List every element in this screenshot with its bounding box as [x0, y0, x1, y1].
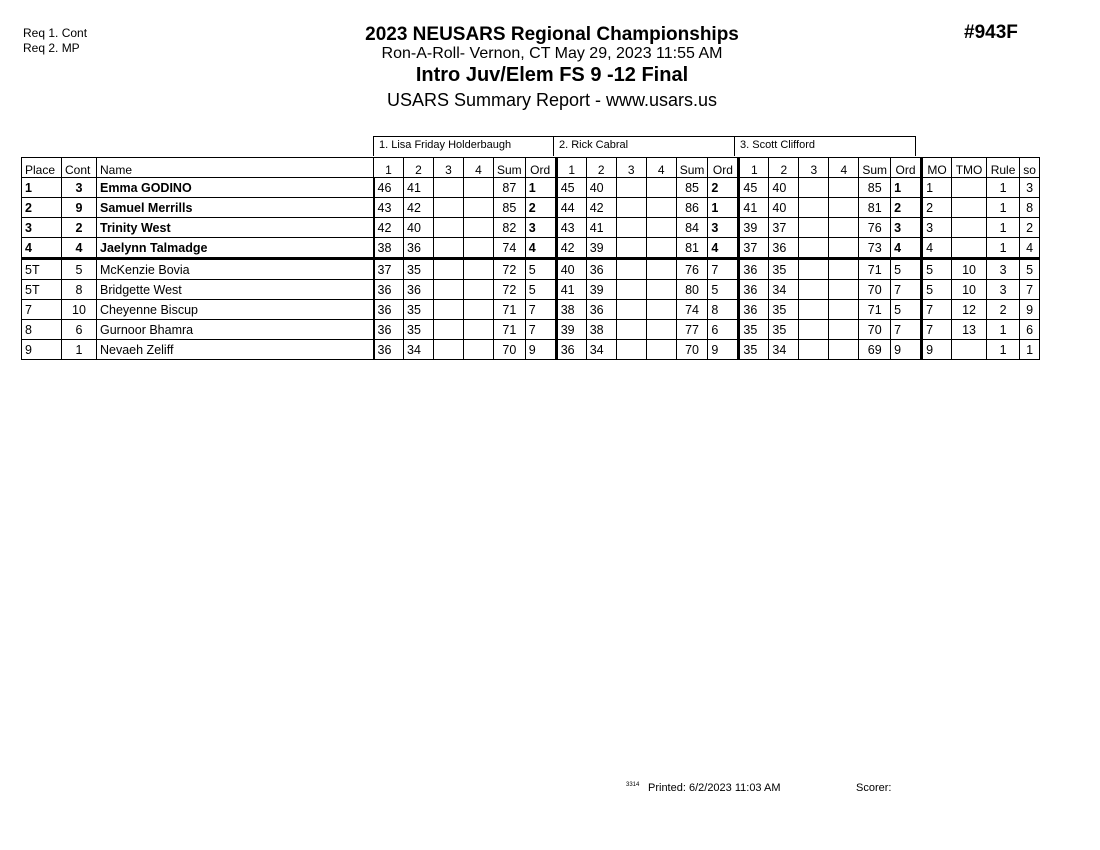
judge-3-ord-cell: 5	[891, 259, 922, 280]
col-j2-1: 1	[556, 158, 586, 178]
judge-1-score-3-cell	[434, 238, 464, 259]
judge-2-score-3-cell	[616, 218, 646, 238]
mo-cell: 2	[922, 198, 952, 218]
judge-1-ord-cell: 7	[525, 300, 556, 320]
judge-3-score-4-cell	[829, 198, 859, 218]
judge-1-sum-cell: 72	[494, 259, 526, 280]
cont-cell: 5	[62, 259, 97, 280]
place-cell: 8	[22, 320, 62, 340]
judge-3-score-3-cell	[799, 198, 829, 218]
tmo-cell: 10	[952, 259, 987, 280]
name-cell: Trinity West	[97, 218, 374, 238]
tmo-cell: 13	[952, 320, 987, 340]
so-cell: 5	[1020, 259, 1040, 280]
judge-2-score-3-cell	[616, 320, 646, 340]
judge-2-sum-cell: 76	[676, 259, 708, 280]
judge-3-score-3-cell	[799, 178, 829, 198]
judge-1-score-3-cell	[434, 198, 464, 218]
judge-3-ord-cell: 5	[891, 300, 922, 320]
judge-3-score-3-cell	[799, 218, 829, 238]
judge-1-score-2-cell: 35	[404, 259, 434, 280]
col-j1-ord: Ord	[525, 158, 556, 178]
judge-3-ord-cell: 9	[891, 340, 922, 360]
judge-3-score-2-cell: 34	[769, 340, 799, 360]
cont-cell: 2	[62, 218, 97, 238]
judge-3-sum-cell: 70	[859, 280, 891, 300]
judge-2-sum-cell: 77	[676, 320, 708, 340]
judge-2-score-3-cell	[616, 340, 646, 360]
judge-2-score-1-cell: 39	[556, 320, 586, 340]
judge-1-score-2-cell: 36	[404, 280, 434, 300]
judge-1-sum-cell: 71	[494, 300, 526, 320]
mo-cell: 5	[922, 259, 952, 280]
col-j1-1: 1	[374, 158, 404, 178]
judge-2-sum-cell: 81	[676, 238, 708, 259]
col-place: Place	[22, 158, 62, 178]
judge-3-score-2-cell: 34	[769, 280, 799, 300]
judge-3-score-4-cell	[829, 178, 859, 198]
judge-1-score-1-cell: 36	[374, 340, 404, 360]
judge-2-score-2-cell: 39	[586, 280, 616, 300]
judge-3-score-4-cell	[829, 280, 859, 300]
judge-3-header: 3. Scott Clifford	[734, 136, 916, 156]
judge-1-sum-cell: 82	[494, 218, 526, 238]
col-name: Name	[97, 158, 374, 178]
judge-3-score-4-cell	[829, 259, 859, 280]
mo-cell: 7	[922, 300, 952, 320]
report-title: 2023 NEUSARS Regional Championships	[365, 24, 739, 45]
judge-3-score-1-cell: 36	[739, 280, 769, 300]
judge-2-ord-cell: 8	[708, 300, 739, 320]
mo-cell: 9	[922, 340, 952, 360]
table-row	[22, 178, 1040, 198]
col-cont: Cont	[62, 158, 97, 178]
judge-1-score-3-cell	[434, 280, 464, 300]
rule-cell: 1	[987, 340, 1020, 360]
judge-2-header: 2. Rick Cabral	[553, 136, 735, 156]
judge-2-score-1-cell: 40	[556, 259, 586, 280]
judge-2-score-1-cell: 45	[556, 178, 586, 198]
judge-3-score-1-cell: 35	[739, 320, 769, 340]
tmo-cell: 10	[952, 280, 987, 300]
col-j3-ord: Ord	[891, 158, 922, 178]
judge-1-score-1-cell: 38	[374, 238, 404, 259]
judge-1-ord-cell: 5	[525, 280, 556, 300]
so-cell: 3	[1020, 178, 1040, 198]
judge-1-ord-cell: 4	[525, 238, 556, 259]
judge-2-ord-cell: 9	[708, 340, 739, 360]
judge-3-score-1-cell: 39	[739, 218, 769, 238]
report-subtitle: Ron-A-Roll- Vernon, CT May 29, 2023 11:55 AM	[381, 45, 723, 62]
judge-2-score-4-cell	[646, 178, 676, 198]
judge-2-score-2-cell: 38	[586, 320, 616, 340]
mo-cell: 4	[922, 238, 952, 259]
col-j3-sum: Sum	[859, 158, 891, 178]
judge-2-ord-cell: 6	[708, 320, 739, 340]
printed-timestamp: Printed: 6/2/2023 11:03 AM	[648, 782, 781, 794]
results-table	[21, 157, 1040, 360]
table-row	[22, 280, 1040, 300]
judge-1-score-4-cell	[464, 198, 494, 218]
judge-1-sum-cell: 71	[494, 320, 526, 340]
judge-1-score-3-cell	[434, 259, 464, 280]
judge-1-sum-cell: 74	[494, 238, 526, 259]
judge-2-ord-cell: 3	[708, 218, 739, 238]
judge-3-score-1-cell: 36	[739, 300, 769, 320]
so-cell: 2	[1020, 218, 1040, 238]
judge-2-score-3-cell	[616, 198, 646, 218]
judge-1-score-2-cell: 35	[404, 320, 434, 340]
judge-1-ord-cell: 3	[525, 218, 556, 238]
judge-3-sum-cell: 70	[859, 320, 891, 340]
table-row	[22, 198, 1040, 218]
judge-1-ord-cell: 7	[525, 320, 556, 340]
judge-2-score-1-cell: 42	[556, 238, 586, 259]
judge-1-score-3-cell	[434, 300, 464, 320]
judge-2-score-4-cell	[646, 198, 676, 218]
judge-2-score-2-cell: 34	[586, 340, 616, 360]
name-cell: Jaelynn Talmadge	[97, 238, 374, 259]
judge-2-score-1-cell: 36	[556, 340, 586, 360]
judge-1-score-3-cell	[434, 340, 464, 360]
judge-3-score-3-cell	[799, 259, 829, 280]
table-row	[22, 238, 1040, 259]
judge-1-score-4-cell	[464, 320, 494, 340]
rule-cell: 1	[987, 178, 1020, 198]
judge-3-score-2-cell: 40	[769, 178, 799, 198]
judge-2-score-3-cell	[616, 280, 646, 300]
name-cell: Nevaeh Zeliff	[97, 340, 374, 360]
judge-2-sum-cell: 74	[676, 300, 708, 320]
judge-2-sum-cell: 85	[676, 178, 708, 198]
col-rule: Rule	[987, 158, 1020, 178]
judge-2-score-2-cell: 36	[586, 259, 616, 280]
judge-2-ord-cell: 4	[708, 238, 739, 259]
tmo-cell	[952, 198, 987, 218]
judge-1-score-2-cell: 41	[404, 178, 434, 198]
name-cell: McKenzie Bovia	[97, 259, 374, 280]
judge-2-score-3-cell	[616, 259, 646, 280]
scorer-label: Scorer:	[856, 782, 892, 794]
judge-2-score-1-cell: 38	[556, 300, 586, 320]
judge-1-sum-cell: 85	[494, 198, 526, 218]
judge-2-score-4-cell	[646, 320, 676, 340]
col-j2-sum: Sum	[676, 158, 708, 178]
judge-3-score-2-cell: 35	[769, 320, 799, 340]
judge-2-score-4-cell	[646, 300, 676, 320]
judge-3-ord-cell: 3	[891, 218, 922, 238]
tmo-cell	[952, 178, 987, 198]
table-row	[22, 218, 1040, 238]
judge-2-score-2-cell: 41	[586, 218, 616, 238]
judge-3-sum-cell: 71	[859, 259, 891, 280]
judge-2-score-3-cell	[616, 238, 646, 259]
rule-cell: 2	[987, 300, 1020, 320]
judge-2-ord-cell: 5	[708, 280, 739, 300]
tmo-cell	[952, 340, 987, 360]
judge-3-score-4-cell	[829, 340, 859, 360]
so-cell: 7	[1020, 280, 1040, 300]
cont-cell: 10	[62, 300, 97, 320]
name-cell: Cheyenne Biscup	[97, 300, 374, 320]
judge-1-score-4-cell	[464, 280, 494, 300]
col-j1-sum: Sum	[494, 158, 526, 178]
table-row	[22, 259, 1040, 280]
name-cell: Bridgette West	[97, 280, 374, 300]
judge-1-score-1-cell: 43	[374, 198, 404, 218]
judge-3-score-4-cell	[829, 238, 859, 259]
col-j2-3: 3	[616, 158, 646, 178]
mo-cell: 1	[922, 178, 952, 198]
cont-cell: 8	[62, 280, 97, 300]
rule-cell: 3	[987, 280, 1020, 300]
cont-cell: 6	[62, 320, 97, 340]
judge-1-score-1-cell: 37	[374, 259, 404, 280]
so-cell: 6	[1020, 320, 1040, 340]
judge-3-ord-cell: 7	[891, 320, 922, 340]
judge-1-score-4-cell	[464, 178, 494, 198]
judge-3-score-3-cell	[799, 320, 829, 340]
table-row	[22, 320, 1040, 340]
place-cell: 3	[22, 218, 62, 238]
col-mo: MO	[922, 158, 952, 178]
judge-1-score-2-cell: 35	[404, 300, 434, 320]
tmo-cell	[952, 238, 987, 259]
mo-cell: 5	[922, 280, 952, 300]
judge-1-score-1-cell: 42	[374, 218, 404, 238]
judge-1-score-4-cell	[464, 238, 494, 259]
judge-3-score-1-cell: 37	[739, 238, 769, 259]
judge-2-score-1-cell: 44	[556, 198, 586, 218]
judge-1-score-1-cell: 36	[374, 300, 404, 320]
judge-2-sum-cell: 80	[676, 280, 708, 300]
judge-1-sum-cell: 70	[494, 340, 526, 360]
rule-cell: 1	[987, 238, 1020, 259]
table-header-row	[22, 158, 1040, 178]
judge-1-sum-cell: 87	[494, 178, 526, 198]
cont-cell: 3	[62, 178, 97, 198]
tmo-cell: 12	[952, 300, 987, 320]
name-cell: Emma GODINO	[97, 178, 374, 198]
rule-cell: 1	[987, 198, 1020, 218]
judge-3-score-4-cell	[829, 300, 859, 320]
cont-cell: 4	[62, 238, 97, 259]
requirement-2: Req 2. MP	[23, 41, 80, 55]
rule-cell: 1	[987, 320, 1020, 340]
judge-1-score-4-cell	[464, 218, 494, 238]
col-j1-2: 2	[404, 158, 434, 178]
judge-3-score-2-cell: 37	[769, 218, 799, 238]
judge-3-ord-cell: 2	[891, 198, 922, 218]
place-cell: 4	[22, 238, 62, 259]
so-cell: 4	[1020, 238, 1040, 259]
judge-1-header: 1. Lisa Friday Holderbaugh	[373, 136, 554, 156]
judge-3-ord-cell: 7	[891, 280, 922, 300]
cont-cell: 1	[62, 340, 97, 360]
requirement-1: Req 1. Cont	[23, 26, 88, 40]
judge-1-score-2-cell: 42	[404, 198, 434, 218]
table-row	[22, 300, 1040, 320]
footer-code: 3314	[626, 782, 640, 788]
mo-cell: 3	[922, 218, 952, 238]
judge-3-score-1-cell: 41	[739, 198, 769, 218]
judge-2-score-2-cell: 42	[586, 198, 616, 218]
judge-1-score-3-cell	[434, 178, 464, 198]
judge-2-score-4-cell	[646, 259, 676, 280]
judge-2-sum-cell: 70	[676, 340, 708, 360]
report-name: USARS Summary Report - www.usars.us	[386, 90, 718, 110]
judge-1-ord-cell: 5	[525, 259, 556, 280]
judge-3-score-3-cell	[799, 238, 829, 259]
judge-2-sum-cell: 84	[676, 218, 708, 238]
judge-1-score-2-cell: 34	[404, 340, 434, 360]
judge-3-sum-cell: 71	[859, 300, 891, 320]
mo-cell: 7	[922, 320, 952, 340]
col-j1-3: 3	[434, 158, 464, 178]
col-j3-3: 3	[799, 158, 829, 178]
place-cell: 1	[22, 178, 62, 198]
event-code: #943F	[964, 22, 1018, 43]
judge-3-ord-cell: 4	[891, 238, 922, 259]
judge-2-ord-cell: 1	[708, 198, 739, 218]
table-row	[22, 340, 1040, 360]
judge-3-score-2-cell: 35	[769, 259, 799, 280]
judge-1-score-4-cell	[464, 340, 494, 360]
judge-1-ord-cell: 2	[525, 198, 556, 218]
judge-3-score-3-cell	[799, 280, 829, 300]
judge-1-ord-cell: 9	[525, 340, 556, 360]
rule-cell: 1	[987, 218, 1020, 238]
col-j1-4: 4	[464, 158, 494, 178]
name-cell: Samuel Merrills	[97, 198, 374, 218]
judge-1-score-1-cell: 36	[374, 320, 404, 340]
judge-2-score-2-cell: 39	[586, 238, 616, 259]
rule-cell: 3	[987, 259, 1020, 280]
judge-2-score-4-cell	[646, 218, 676, 238]
col-so: so	[1020, 158, 1040, 178]
judge-2-sum-cell: 86	[676, 198, 708, 218]
judge-3-score-4-cell	[829, 320, 859, 340]
col-j2-ord: Ord	[708, 158, 739, 178]
judge-1-score-4-cell	[464, 300, 494, 320]
judge-1-score-2-cell: 36	[404, 238, 434, 259]
judge-1-score-4-cell	[464, 259, 494, 280]
judge-2-ord-cell: 7	[708, 259, 739, 280]
judge-3-sum-cell: 81	[859, 198, 891, 218]
judge-3-sum-cell: 76	[859, 218, 891, 238]
col-j3-1: 1	[739, 158, 769, 178]
requirements	[23, 26, 87, 56]
judge-1-sum-cell: 72	[494, 280, 526, 300]
judge-3-ord-cell: 1	[891, 178, 922, 198]
judge-3-score-4-cell	[829, 218, 859, 238]
col-tmo: TMO	[952, 158, 987, 178]
judge-3-score-1-cell: 35	[739, 340, 769, 360]
so-cell: 9	[1020, 300, 1040, 320]
tmo-cell	[952, 218, 987, 238]
col-j2-4: 4	[646, 158, 676, 178]
judge-2-score-2-cell: 36	[586, 300, 616, 320]
col-j3-4: 4	[829, 158, 859, 178]
judge-3-sum-cell: 69	[859, 340, 891, 360]
judge-3-score-2-cell: 36	[769, 238, 799, 259]
judge-3-score-2-cell: 40	[769, 198, 799, 218]
judge-1-score-1-cell: 36	[374, 280, 404, 300]
judge-3-sum-cell: 85	[859, 178, 891, 198]
name-cell: Gurnoor Bhamra	[97, 320, 374, 340]
event-name: Intro Juv/Elem FS 9 -12 Final	[415, 64, 689, 86]
judge-2-score-2-cell: 40	[586, 178, 616, 198]
judge-2-score-1-cell: 43	[556, 218, 586, 238]
place-cell: 5T	[22, 280, 62, 300]
place-cell: 9	[22, 340, 62, 360]
judge-2-score-3-cell	[616, 178, 646, 198]
judge-1-score-2-cell: 40	[404, 218, 434, 238]
judge-2-ord-cell: 2	[708, 178, 739, 198]
judge-2-score-4-cell	[646, 340, 676, 360]
place-cell: 7	[22, 300, 62, 320]
cont-cell: 9	[62, 198, 97, 218]
judge-3-score-2-cell: 35	[769, 300, 799, 320]
judge-2-score-3-cell	[616, 300, 646, 320]
judge-1-score-3-cell	[434, 320, 464, 340]
place-cell: 5T	[22, 259, 62, 280]
col-j2-2: 2	[586, 158, 616, 178]
judge-3-score-1-cell: 45	[739, 178, 769, 198]
results-body	[22, 178, 1040, 360]
judge-2-score-4-cell	[646, 280, 676, 300]
so-cell: 1	[1020, 340, 1040, 360]
judge-3-score-3-cell	[799, 300, 829, 320]
judge-2-score-4-cell	[646, 238, 676, 259]
judge-1-ord-cell: 1	[525, 178, 556, 198]
place-cell: 2	[22, 198, 62, 218]
judge-3-sum-cell: 73	[859, 238, 891, 259]
judge-1-score-3-cell	[434, 218, 464, 238]
so-cell: 8	[1020, 198, 1040, 218]
judge-3-score-1-cell: 36	[739, 259, 769, 280]
judge-3-score-3-cell	[799, 340, 829, 360]
col-j3-2: 2	[769, 158, 799, 178]
judge-1-score-1-cell: 46	[374, 178, 404, 198]
judge-2-score-1-cell: 41	[556, 280, 586, 300]
